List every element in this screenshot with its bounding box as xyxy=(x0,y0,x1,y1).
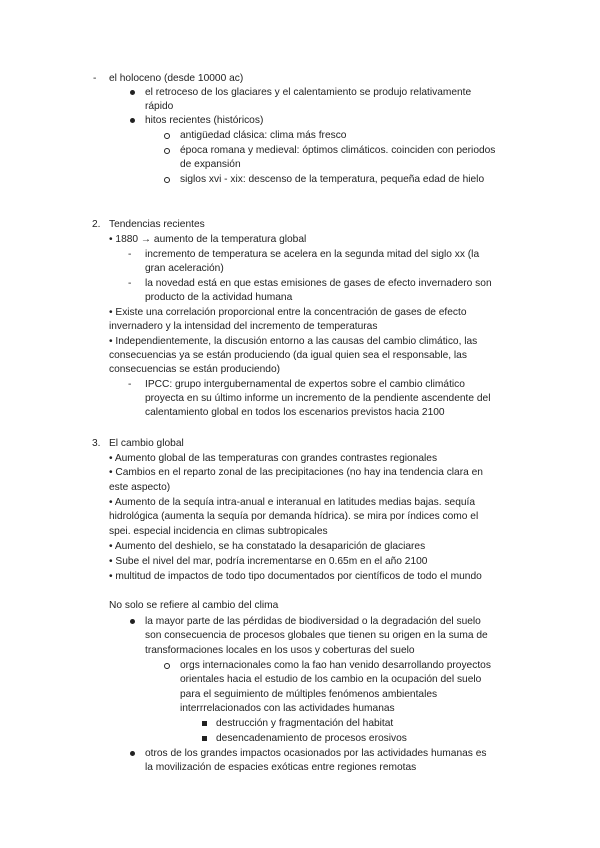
bullet-circle xyxy=(164,177,170,183)
dash-marker: - xyxy=(128,278,132,289)
nosolo-s1-l1: orgs internacionales como la fao han venido desarrollando proyectos xyxy=(180,660,491,671)
cambio-p2-l1: • Cambios en el reparto zonal de las precipitaciones (no hay ina tendencia clara en xyxy=(109,467,483,478)
cambio-p1: • Aumento global de las temperaturas con grandes contrastes regionales xyxy=(109,453,438,464)
nosolo-b1-l1: la mayor parte de las pérdidas de biodiversidad o la degradación del suelo xyxy=(145,616,481,627)
tendencias-p2-l2: invernadero y la intensidad del incremento de temperaturas xyxy=(109,321,378,332)
tendencias-title: Tendencias recientes xyxy=(109,219,205,230)
bullet-dot xyxy=(130,118,135,123)
dash-marker: - xyxy=(128,249,132,260)
section-number: 2. xyxy=(92,219,101,230)
cambio-p4: • Aumento del deshielo, se ha constatado la desaparición de glaciares xyxy=(109,541,426,552)
bullet-circle xyxy=(164,148,170,154)
dash-marker: - xyxy=(93,73,97,84)
tendencias-d1-l1: incremento de temperatura se acelera en la segunda mitad del siglo xx (la xyxy=(145,249,480,260)
tendencias-p2-l1: • Existe una correlación proporcional entre la concentración de gases de efecto xyxy=(109,307,467,318)
holoceno-b1-l2: rápido xyxy=(145,101,174,112)
nosolo-q2: desencadenamiento de procesos erosivos xyxy=(216,733,407,744)
cambio-p3-l1: • Aumento de la sequía intra-anual e interanual en latitudes medias bajas. sequía xyxy=(109,497,476,508)
cambio-p2-l2: este aspecto) xyxy=(109,482,171,493)
nosolo-b2-l2: la movilización de espacies exóticas entre regiones remotas xyxy=(145,762,417,773)
nosolo-s1-l3: para el seguimiento de múltiples fenómenos ambientales xyxy=(180,689,438,700)
holoceno-sub2-l2: de expansión xyxy=(180,159,241,170)
holoceno-b2: hitos recientes (históricos) xyxy=(145,115,264,126)
bullet-square xyxy=(202,736,207,741)
cambio-p3-l2: hidrológica (aumenta la sequía por demanda hídrica). se mira por índices como el xyxy=(109,511,479,522)
cambio-p5: • Sube el nivel del mar, podría incrementarse en 0.65m en el año 2100 xyxy=(109,556,428,567)
nosolo-b1-l2: son consecuencia de procesos globales que tienen su origen en la suma de xyxy=(145,630,488,641)
cambio-p3-l3: spei. especial incidencia en climas subtropicales xyxy=(109,526,328,537)
tendencias-p3-l1: • Independientemente, la discusión entorno a las causas del cambio climático, las xyxy=(109,336,478,347)
tendencias-p3-l3: consecuencias se están produciendo) xyxy=(109,364,281,375)
cambio-p6: • multitud de impactos de todo tipo documentados por científicos de todo el mundo xyxy=(109,571,482,582)
bullet-circle xyxy=(164,663,170,669)
tendencias-d3-l3: calentamiento global en todos los escenarios previstos hacia 2100 xyxy=(145,407,445,418)
holoceno-title: el holoceno (desde 10000 ac) xyxy=(109,73,244,84)
nosolo-b2-l1: otros de los grandes impactos ocasionados por las actividades humanas es xyxy=(145,748,487,759)
tendencias-d1-l2: gran aceleración) xyxy=(145,263,224,274)
bullet-square xyxy=(202,721,207,726)
holoceno-sub1: antigüedad clásica: clima más fresco xyxy=(180,130,347,141)
nosolo-s1-l4: interrrelacionados con las actividades humanas xyxy=(180,703,395,714)
bullet-dot xyxy=(130,619,135,624)
tendencias-p3-l2: consecuencias ya se están produciendo (da igual quien sea el responsable, las xyxy=(109,350,467,361)
bullet-circle xyxy=(164,133,170,139)
cambio-title: El cambio global xyxy=(109,438,184,449)
nosolo-title: No solo se refiere al cambio del clima xyxy=(109,600,279,611)
nosolo-q1: destrucción y fragmentación del habitat xyxy=(216,718,394,729)
section-number: 3. xyxy=(92,438,101,449)
bullet-dot xyxy=(130,90,135,95)
holoceno-sub2-l1: época romana y medieval: óptimos climáticos. coinciden con periodos xyxy=(180,145,496,156)
nosolo-s1-l2: orientales hacia el estudio de los cambio en la ocupación del suelo xyxy=(180,674,482,685)
tendencias-d3-l1: IPCC: grupo intergubernamental de expertos sobre el cambio climático xyxy=(145,379,465,390)
tendencias-d2-l1: la novedad está en que estas emisiones de gases de efecto invernadero son xyxy=(145,278,492,289)
tendencias-d2-l2: producto de la actividad humana xyxy=(145,292,293,303)
bullet-dot xyxy=(130,751,135,756)
holoceno-b1-l1: el retroceso de los glaciares y el calentamiento se produjo relativamente xyxy=(145,87,472,98)
dash-marker: - xyxy=(128,379,132,390)
nosolo-b1-l3: transformaciones locales en los usos y coberturas del suelo xyxy=(145,645,415,656)
holoceno-sub3: siglos xvi - xix: descenso de la temperatura, pequeña edad de hielo xyxy=(180,174,485,185)
tendencias-d3-l2: proyecta en su último informe un incremento de la pendiente ascendente del xyxy=(145,393,491,404)
tendencias-p1: • 1880 → aumento de la temperatura global xyxy=(109,234,307,245)
